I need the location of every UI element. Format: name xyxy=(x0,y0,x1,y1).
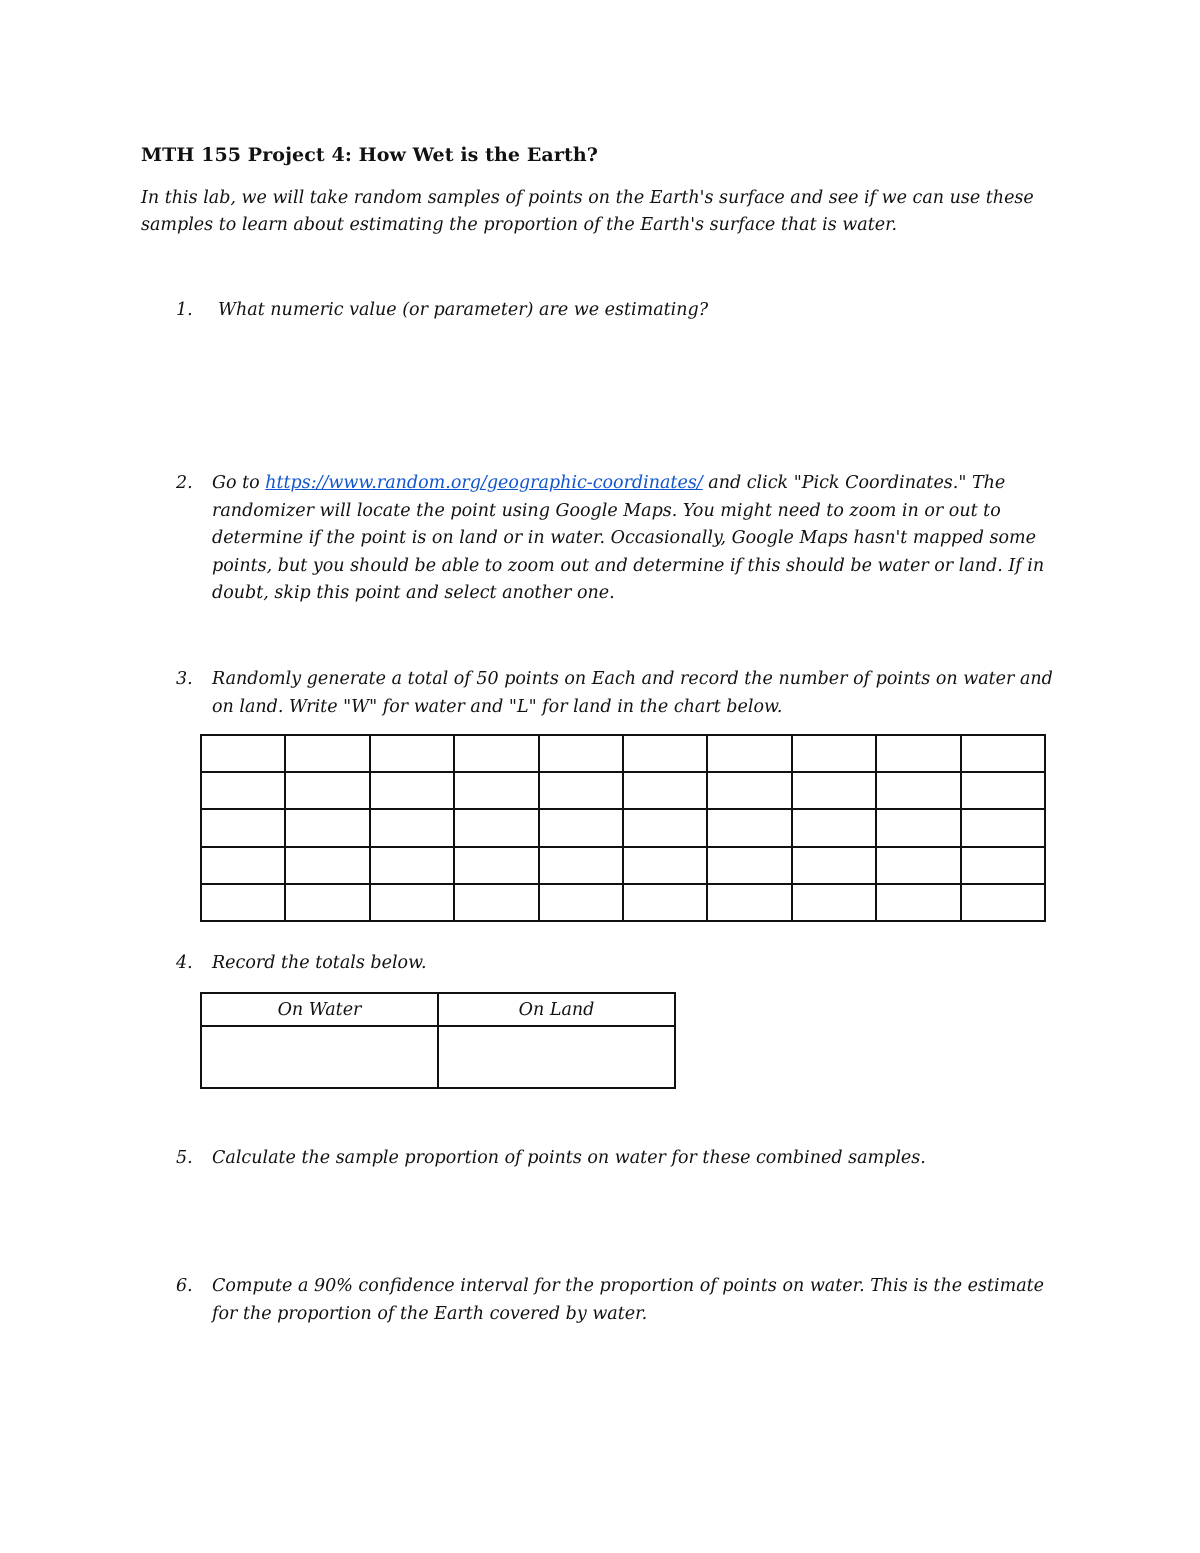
question-number: 4. xyxy=(176,953,193,973)
grid-cell[interactable] xyxy=(539,809,623,846)
grid-cell[interactable] xyxy=(707,847,791,884)
totals-table xyxy=(200,992,676,1089)
question-4 xyxy=(176,950,1056,978)
grid-cell[interactable] xyxy=(961,847,1045,884)
grid-cell[interactable] xyxy=(876,847,960,884)
grid-cell[interactable] xyxy=(539,847,623,884)
grid-cell[interactable] xyxy=(961,809,1045,846)
on-land-total-cell[interactable] xyxy=(438,1026,675,1088)
grid-cell[interactable] xyxy=(285,809,369,846)
question-number: 1. xyxy=(176,300,193,320)
question-text: Record the totals below. xyxy=(212,953,427,973)
grid-cell[interactable] xyxy=(539,735,623,772)
page-title: MTH 155 Project 4: How Wet is the Earth? xyxy=(141,144,598,166)
grid-cell[interactable] xyxy=(876,772,960,809)
question-number: 2. xyxy=(176,473,193,493)
grid-cell[interactable] xyxy=(201,884,285,921)
totals-value-row xyxy=(201,1026,675,1088)
grid-cell[interactable] xyxy=(876,735,960,772)
grid-cell[interactable] xyxy=(285,847,369,884)
grid-cell[interactable] xyxy=(201,772,285,809)
random-org-link[interactable]: https://www.random.org/geographic-coordinates/ xyxy=(265,473,703,493)
grid-cell[interactable] xyxy=(707,735,791,772)
grid-cell[interactable] xyxy=(792,772,876,809)
question-text: Compute a 90% confidence interval for the proportion of points on water. This is the estimate for the proportion of the Earth covered by water. xyxy=(212,1276,1045,1324)
grid-cell[interactable] xyxy=(623,809,707,846)
grid-cell[interactable] xyxy=(454,847,538,884)
question-text-after-link: and click "Pick Coordinates." The randomizer will locate the point using Google Maps. You might need to zoom in or out to determine if the point is on land or in water. Occasionally, Google Maps hasn't mapped some points, but you should be able to zoom out and determine if this should be water or land. If in doubt, skip this point and select another one. xyxy=(212,473,1045,603)
intro-paragraph: In this lab, we will take random samples of points on the Earth's surface and see if we can use these samples to learn about estimating the proportion of the Earth's surface that is water. xyxy=(141,188,1034,235)
results-grid xyxy=(200,734,1046,922)
question-text: What numeric value (or parameter) are we estimating? xyxy=(218,300,709,320)
grid-cell[interactable] xyxy=(285,884,369,921)
grid-cell[interactable] xyxy=(370,735,454,772)
grid-cell[interactable] xyxy=(201,847,285,884)
grid-cell[interactable] xyxy=(201,735,285,772)
grid-row xyxy=(201,735,1045,772)
grid-cell[interactable] xyxy=(876,809,960,846)
grid-cell[interactable] xyxy=(285,735,369,772)
grid-cell[interactable] xyxy=(370,847,454,884)
grid-cell[interactable] xyxy=(623,884,707,921)
question-text: Randomly generate a total of 50 points on Each and record the number of points on water and on land. Write "W" for water and "L" for land in the chart below. xyxy=(212,669,1053,717)
question-5 xyxy=(176,1145,1056,1173)
grid-row xyxy=(201,809,1045,846)
grid-cell[interactable] xyxy=(623,772,707,809)
grid-cell[interactable] xyxy=(792,847,876,884)
on-land-header: On Land xyxy=(438,993,675,1026)
grid-cell[interactable] xyxy=(201,809,285,846)
grid-row xyxy=(201,884,1045,921)
grid-cell[interactable] xyxy=(707,809,791,846)
grid-row xyxy=(201,847,1045,884)
grid-cell[interactable] xyxy=(623,847,707,884)
grid-cell[interactable] xyxy=(961,884,1045,921)
grid-cell[interactable] xyxy=(370,809,454,846)
grid-cell[interactable] xyxy=(961,772,1045,809)
grid-cell[interactable] xyxy=(623,735,707,772)
grid-cell[interactable] xyxy=(454,772,538,809)
question-number: 6. xyxy=(176,1276,193,1296)
question-6 xyxy=(176,1273,1056,1328)
question-3 xyxy=(176,666,1056,721)
grid-row xyxy=(201,772,1045,809)
grid-cell[interactable] xyxy=(876,884,960,921)
grid-cell[interactable] xyxy=(961,735,1045,772)
on-water-header: On Water xyxy=(201,993,438,1026)
question-text: Calculate the sample proportion of points on water for these combined samples. xyxy=(212,1148,926,1168)
question-2 xyxy=(176,470,1056,608)
on-water-total-cell[interactable] xyxy=(201,1026,438,1088)
grid-cell[interactable] xyxy=(285,772,369,809)
question-text-before-link: Go to xyxy=(212,473,266,493)
grid-cell[interactable] xyxy=(539,884,623,921)
grid-cell[interactable] xyxy=(539,772,623,809)
totals-header-row xyxy=(201,993,675,1026)
grid-cell[interactable] xyxy=(370,884,454,921)
grid-cell[interactable] xyxy=(454,809,538,846)
grid-cell[interactable] xyxy=(707,772,791,809)
grid-cell[interactable] xyxy=(792,735,876,772)
grid-cell[interactable] xyxy=(454,735,538,772)
grid-cell[interactable] xyxy=(792,884,876,921)
grid-cell[interactable] xyxy=(792,809,876,846)
grid-cell[interactable] xyxy=(370,772,454,809)
question-text xyxy=(212,470,1056,608)
grid-cell[interactable] xyxy=(707,884,791,921)
question-number: 5. xyxy=(176,1148,193,1168)
question-1 xyxy=(176,297,1056,325)
question-number: 3. xyxy=(176,669,193,689)
grid-cell[interactable] xyxy=(454,884,538,921)
